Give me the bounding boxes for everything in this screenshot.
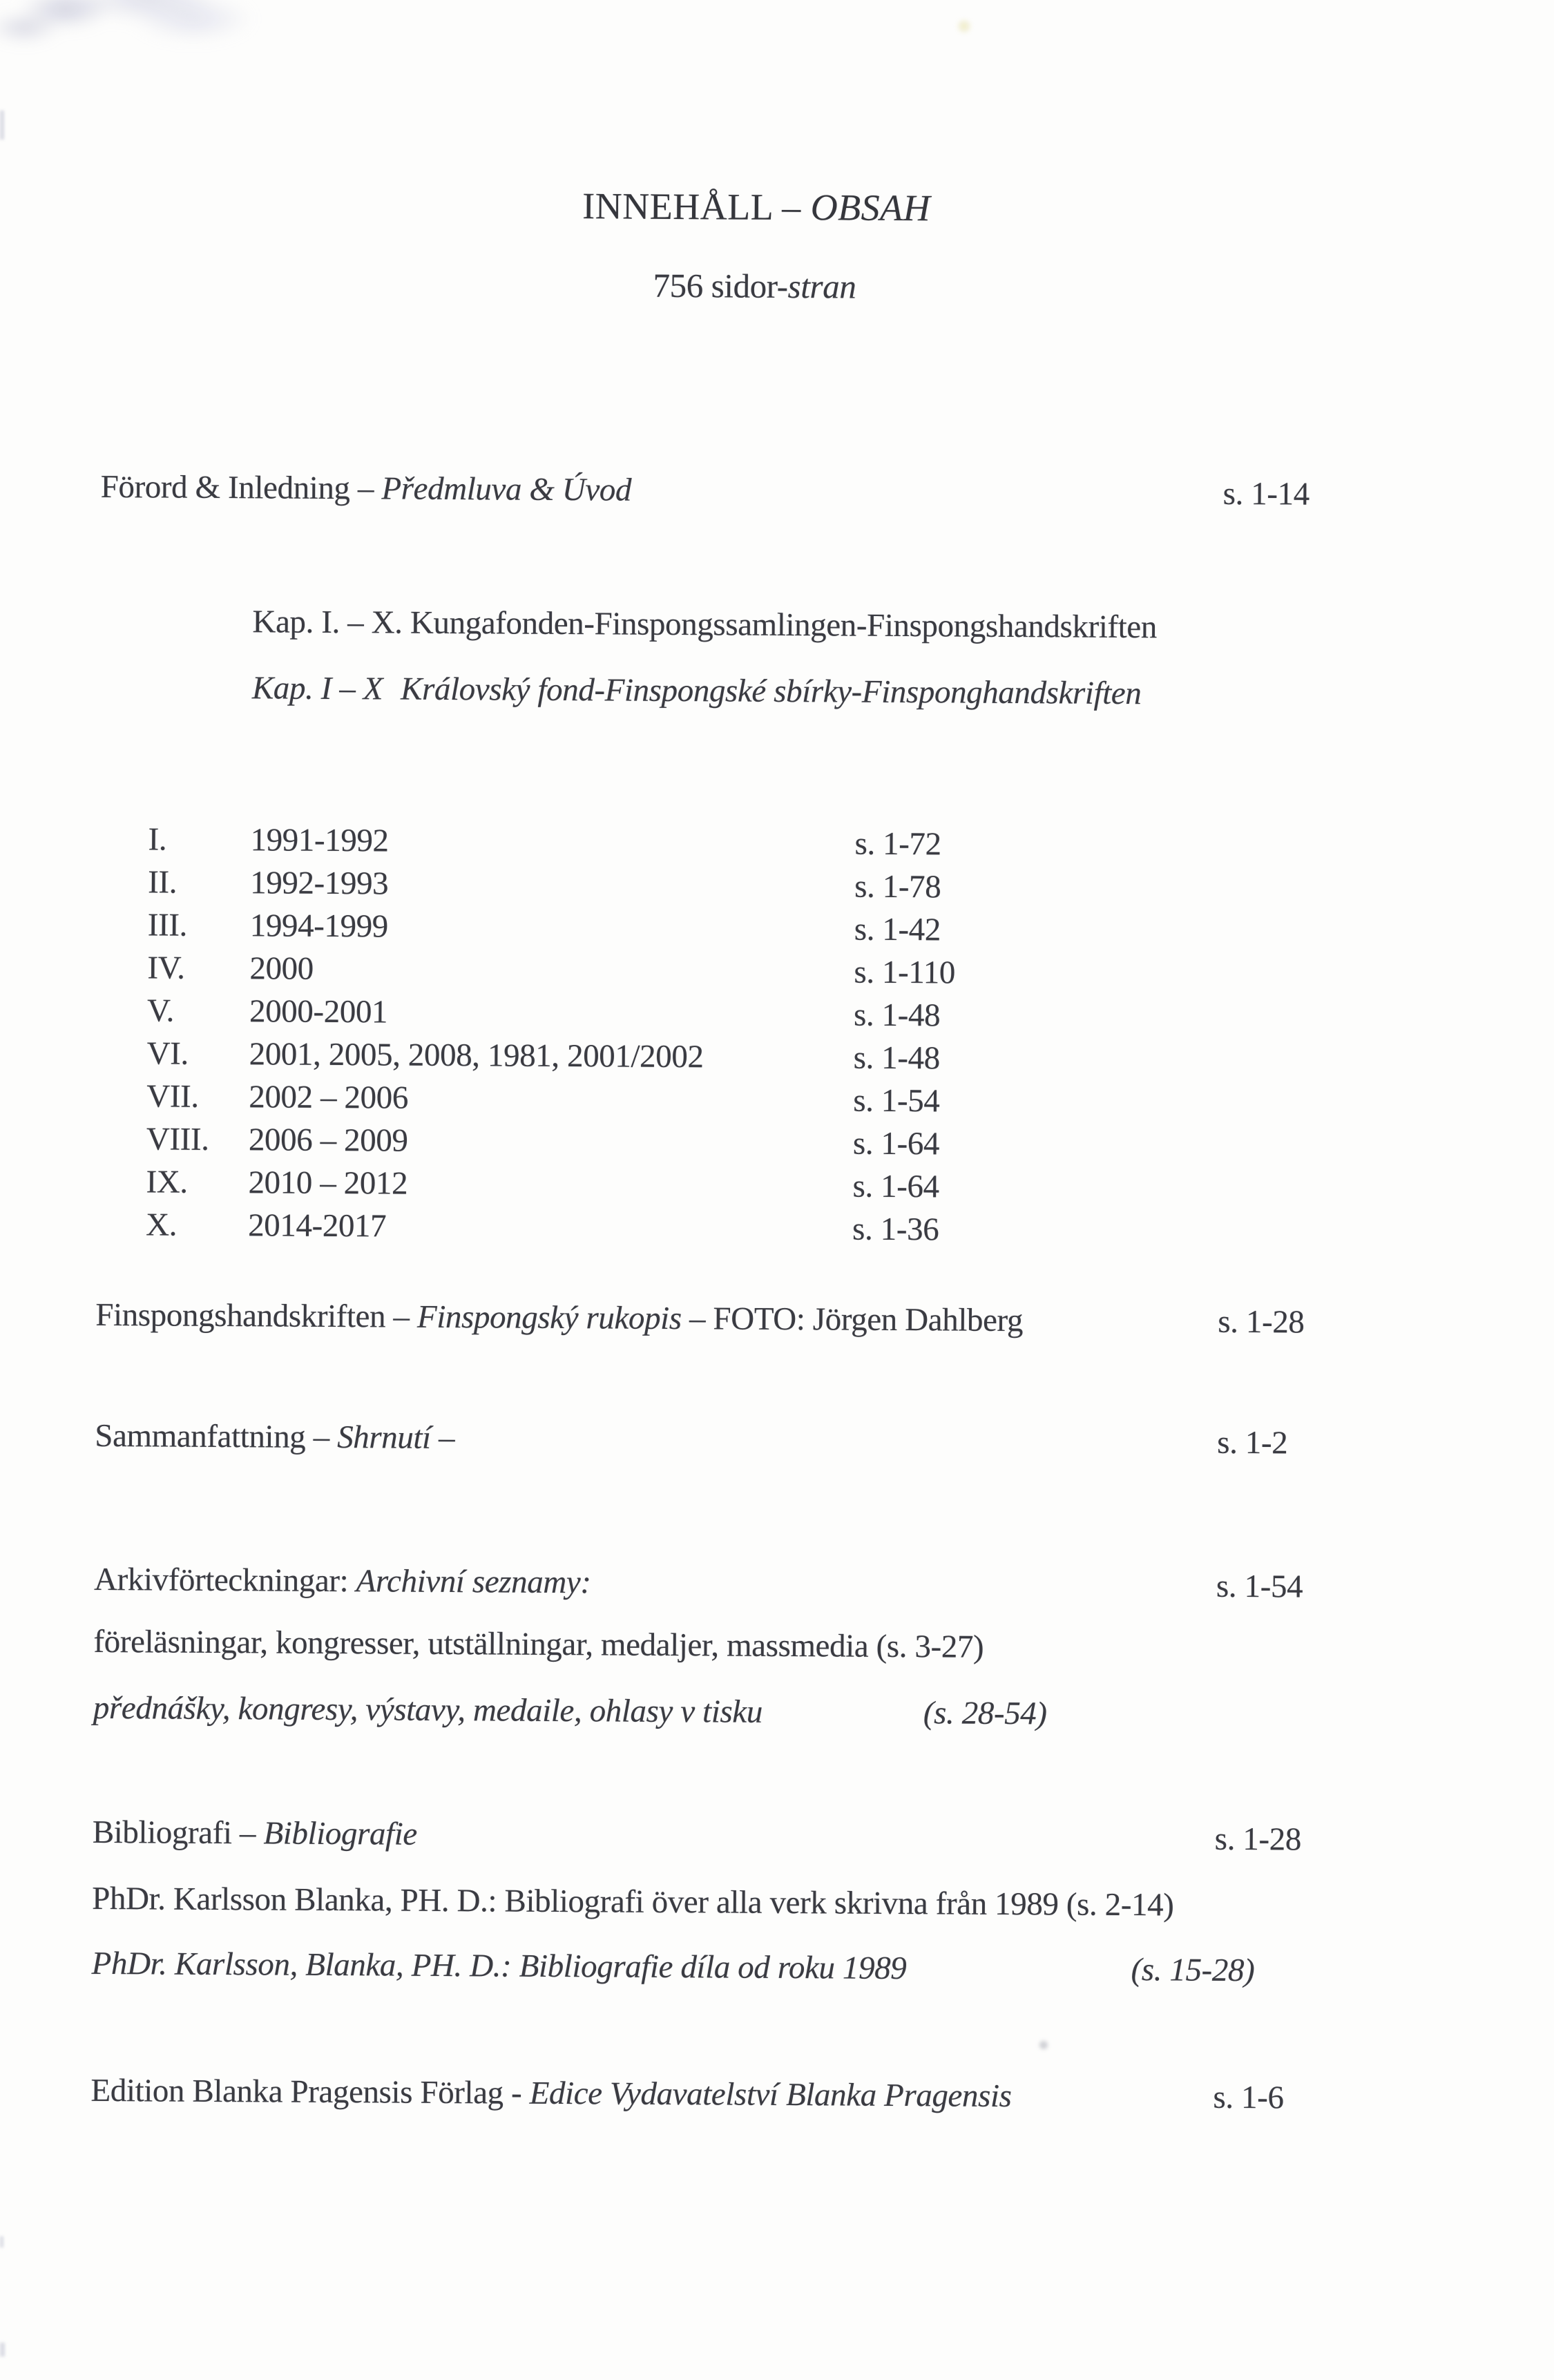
chapter-title-czech: Královský fond-Finspongské sbírky-Finsponghandskriften: [400, 671, 1142, 712]
title-separator: –: [771, 186, 811, 229]
archive-czech: Archivní seznamy:: [356, 1563, 591, 1601]
bibliography-detail-swedish: PhDr. Karlsson Blanka, PH. D.: Bibliografi över alla verk skrivna från 1989 (s. 2-14): [92, 1880, 1174, 1923]
photo-czech: Finspongský rukopis: [416, 1298, 682, 1337]
photo-credit: – FOTO: Jörgen Dahlberg: [681, 1301, 1024, 1339]
summary-trailing-dash: –: [430, 1419, 455, 1457]
chapter-list-row: [0, 1206, 1546, 1256]
chapter-numeral: II.: [148, 864, 178, 901]
chapter-page-range: s. 1-78: [854, 868, 941, 905]
chapter-page-range: s. 1-36: [852, 1211, 939, 1248]
chapter-list-row: [0, 992, 1548, 1042]
title-czech: OBSAH: [810, 186, 931, 229]
chapter-list-row: [0, 906, 1548, 956]
chapter-numeral: I.: [148, 821, 167, 858]
title-swedish: INNEHÅLL: [582, 185, 773, 228]
summary-page-range: s. 1-2: [1217, 1424, 1288, 1461]
preface-page-range: s. 1-14: [1222, 475, 1310, 512]
chapter-numeral: X.: [146, 1207, 178, 1243]
subtitle-swedish: 756 sidor-: [653, 266, 788, 305]
chapter-list-row: [0, 1077, 1547, 1127]
chapter-page-range: s. 1-54: [853, 1082, 940, 1120]
photo-page-range: s. 1-28: [1218, 1303, 1305, 1341]
preface-czech: Předmluva & Úvod: [381, 470, 632, 508]
entry-edition: [0, 2072, 1542, 2118]
chapter-numeral: IV.: [147, 950, 185, 986]
chapter-page-range: s. 1-48: [853, 997, 941, 1034]
edition-page-range: s. 1-6: [1213, 2079, 1284, 2116]
chapter-numeral: VII.: [146, 1078, 199, 1115]
chapter-heading-czech: [0, 669, 1550, 714]
chapter-list-row: [0, 949, 1548, 999]
chapter-numeral: VI.: [146, 1035, 189, 1072]
archive-swedish: Arkivförteckningar:: [93, 1561, 356, 1600]
page-count-subtitle: [0, 263, 1532, 311]
summary-swedish: Sammanfattning –: [95, 1417, 338, 1456]
subtitle-czech: stran: [787, 267, 856, 306]
bibliography-page-range: s. 1-28: [1214, 1821, 1302, 1858]
chapter-list-row: [0, 820, 1549, 870]
chapter-heading-swedish: Kap. I. – X. Kungafonden-Finspongssamlingen-Finspongshandskriften: [252, 604, 1158, 646]
summary-czech: Shrnutí: [337, 1419, 431, 1456]
entry-bibliography: [0, 1814, 1543, 1859]
photo-swedish: Finspongshandskriften –: [95, 1296, 418, 1335]
chapter-years: 2000-2001: [249, 993, 388, 1030]
bibliography-detail-czech-pages: (s. 15-28): [1131, 1952, 1255, 1989]
entry-archive-lists: [0, 1561, 1544, 1606]
entry-summary: [0, 1417, 1545, 1463]
chapter-page-range: s. 1-64: [852, 1168, 939, 1205]
chapter-years: 2001, 2005, 2008, 1981, 2001/2002: [249, 1036, 704, 1075]
entry-manuscript-photo: [0, 1296, 1546, 1342]
page-title: [0, 182, 1533, 233]
chapter-page-range: s. 1-72: [854, 825, 941, 863]
chapter-range-czech: Kap. I – X: [251, 670, 383, 707]
entry-preface: [0, 468, 1551, 514]
chapter-numeral: III.: [147, 907, 188, 943]
chapter-years: 2000: [249, 950, 314, 987]
archive-detail-czech-text: přednášky, kongresy, výstavy, medaile, ohlasy v tisku: [93, 1689, 763, 1730]
chapter-numeral: IX.: [146, 1164, 188, 1200]
chapter-years: 1991-1992: [250, 822, 389, 859]
chapter-list-row: [0, 1035, 1548, 1084]
chapter-years: 1992-1993: [250, 865, 389, 902]
chapter-page-range: s. 1-110: [854, 954, 956, 991]
chapter-numeral: V.: [146, 992, 175, 1029]
chapter-numeral: VIII.: [146, 1121, 209, 1158]
bibliography-swedish: Bibliografi –: [92, 1814, 264, 1852]
chapter-page-range: s. 1-42: [854, 911, 941, 948]
chapter-years: 2010 – 2012: [248, 1164, 408, 1202]
chapter-list-row: [0, 1120, 1547, 1170]
chapter-years: 2006 – 2009: [248, 1122, 408, 1159]
archive-detail-swedish: föreläsningar, kongresser, utställningar, medaljer, massmedia (s. 3-27): [93, 1623, 984, 1665]
chapter-years: 2002 – 2006: [249, 1079, 409, 1116]
chapter-page-range: s. 1-48: [853, 1039, 940, 1077]
bibliography-czech: Bibliografie: [263, 1815, 417, 1852]
bibliography-detail-czech: [0, 1945, 1542, 1990]
archive-detail-czech: [0, 1689, 1544, 1735]
edition-swedish: Edition Blanka Pragensis Förlag -: [90, 2072, 530, 2111]
preface-swedish: Förord & Inledning –: [100, 468, 382, 507]
bibliography-detail-czech-text: PhDr. Karlsson, Blanka, PH. D.: Bibliografie díla od roku 1989: [91, 1945, 907, 1987]
chapter-list-row: [0, 1163, 1547, 1213]
chapter-years: 2014-2017: [248, 1207, 387, 1245]
archive-detail-czech-pages: (s. 28-54): [923, 1695, 1047, 1732]
chapter-list-row: [0, 863, 1548, 913]
chapter-years: 1994-1999: [249, 908, 389, 945]
chapter-page-range: s. 1-64: [852, 1125, 940, 1162]
edition-czech: Edice Vydavatelství Blanka Pragensis: [529, 2075, 1012, 2115]
archive-page-range: s. 1-54: [1216, 1568, 1303, 1605]
